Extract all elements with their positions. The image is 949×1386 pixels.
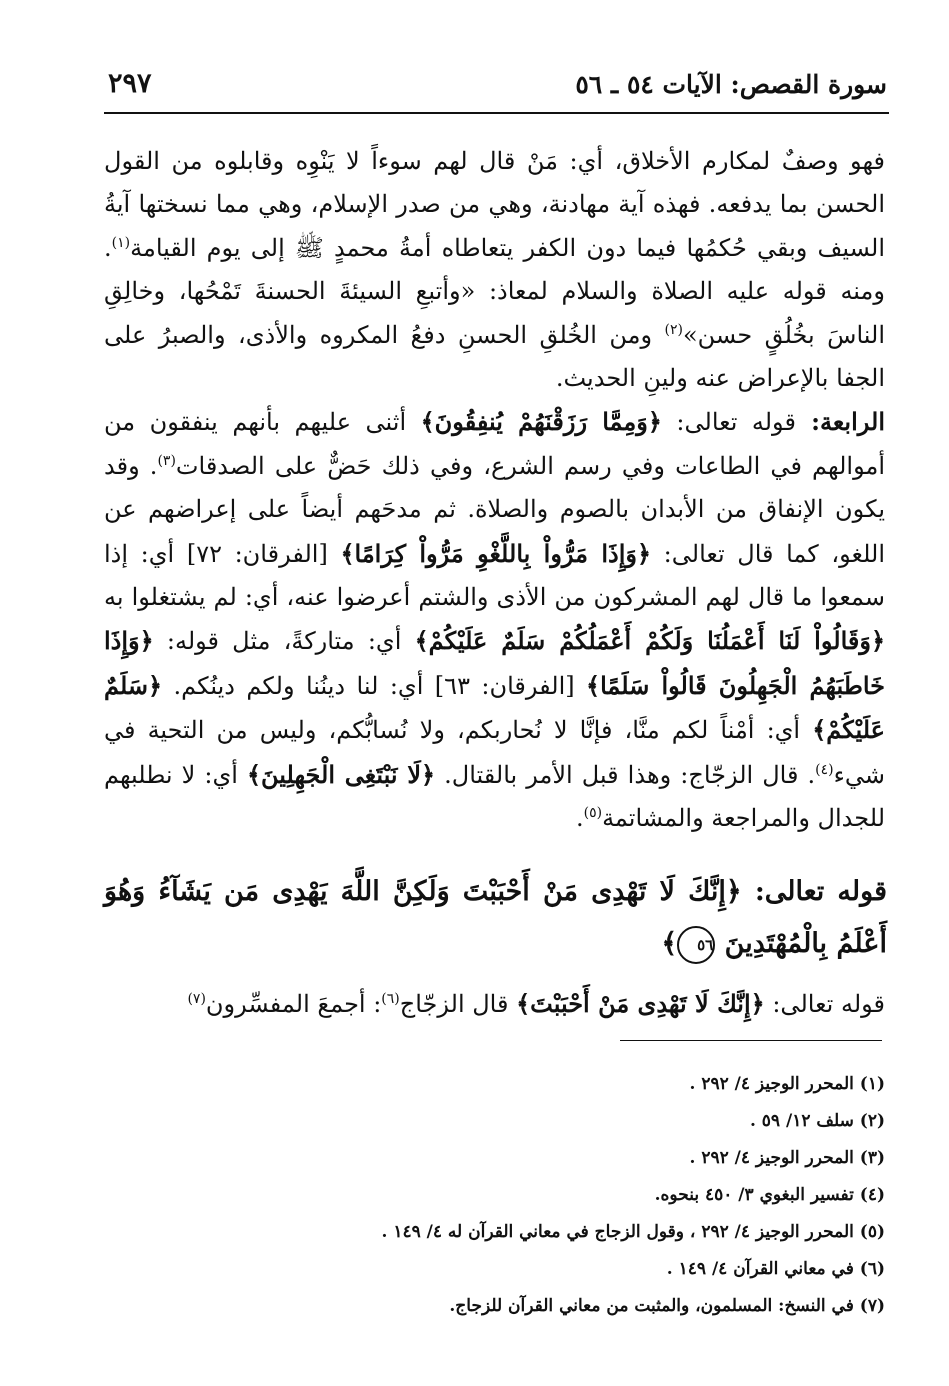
quran-verse: ﴿لَا نَبْتَغِى الْجَهِلِينَ﴾ [246, 759, 436, 789]
footnotes [104, 1066, 885, 1325]
text-span: : أجمعَ المفسِّرون [205, 990, 382, 1018]
quran-verse-heading [104, 866, 887, 970]
footnote-6: (٦) في معاني القرآن ٤/ ١٤٩ . [666, 1259, 885, 1279]
page-number: ٢٩٧ [108, 68, 152, 99]
footnote-ref[interactable]: (٣) [157, 452, 176, 469]
text-span: ومن الخُلقِ الحسنِ دفعُ المكروه والأذى، والصبرُ على الجفا بالإعراض عنه ولينِ الحديث. [104, 320, 885, 393]
paragraph-2 [104, 400, 885, 840]
footnote-ref[interactable]: (١) [111, 234, 131, 251]
text-span: فهو وصفٌ لمكارم الأخلاق، أي: مَنْ قال لهم سوءاً لا يَنْوِه وقابلوه من القول الحسن بما يدفعه. فهذه آية مهادنة، وهي من صدر الإسلام، وهي مما نسختها آيةُ السيف وبقي حُكمُها فيما دون الكفر يتعاطاه أمةُ محمدٍ ﷺ إلى يوم القيامة [104, 147, 885, 262]
section-lead: الرابعة: [795, 407, 886, 437]
text-span: أثنى عليهم بأنهم ينفقون من أموالهم في الطاعات وفي رسم الشرع، وفي ذلك حَضٌّ على الصدقات [104, 408, 885, 480]
text-span: قوله تعالى: [764, 990, 885, 1018]
verse-close-bracket: ﴾ [661, 928, 678, 959]
text-span: . [575, 804, 584, 833]
quran-verse: ﴿إِنَّكَ لَا تَهْدِى مَنْ أَحْبَبْتَ وَلَكِنَّ اللَّهَ يَهْدِى مَن يَشَآءُ وَهُوَ أَعْلَمُ بِالْمُهْتَدِينَ [104, 876, 887, 959]
footnote-ref[interactable]: (٥) [583, 805, 603, 822]
footnote-7: (٧) في النسخ: المسلمون، والمثبت من معاني القرآن للزجاج. [449, 1296, 885, 1316]
verse-lead: قوله تعالى: [741, 876, 887, 907]
running-title: سورة القصص: الآيات ٥٤ ـ ٥٦ [575, 70, 887, 99]
page-header [108, 66, 887, 112]
footnote-4: (٤) تفسير البغوي ٣/ ٤٥٠ بنحوه. [654, 1185, 885, 1205]
text-span: قوله تعالى: [661, 408, 796, 437]
text-span: . قال الزجّاج: وهذا قبل الأمر بالقتال. [435, 760, 816, 789]
footnote-2: (٢) سلف ١٢/ ٥٩ . [749, 1111, 885, 1131]
paragraph-3 [104, 982, 885, 1026]
commentary-start [104, 982, 885, 1026]
ayah-number-mark: ٥٦ [677, 926, 715, 964]
header-rule [104, 112, 889, 114]
quran-verse: ﴿وَإِذَا خَاطَبَهُمُ الْجَهِلُونَ قَالُواْ سَلَمًا﴾ [104, 626, 885, 700]
text-span: [الفرقان: ٧٢] أي: إذا سمعوا ما قال لهم المشركون من الأذى والشتم أعرضوا عنه، أي: لم يشتغلوا به [104, 539, 885, 612]
footnote-ref[interactable]: (٤) [815, 761, 834, 778]
footnote-1: (١) المحرر الوجيز ٤/ ٢٩٢ . [689, 1074, 885, 1094]
verse-heading-line [104, 866, 887, 970]
text-span: . ومنه قوله عليه الصلاة والسلام لمعاذ: «وأتبعِ السيئةَ الحسنةَ تَمْحُها، وخالِقِ الناسَ بخُلُقٍ حسن» [104, 233, 885, 349]
text-span: أي: متاركةً، مثل قوله: [153, 627, 415, 656]
text-span: [الفرقان: ٦٣] أي: لنا دينُنا ولكم دينُكم. [162, 671, 587, 700]
text-span: أي: أمْناً لكم منَّا، فإنَّا لا نُحاربكم، ولا نُسابُّكم، وليس من التحية في شيء [104, 716, 886, 789]
footnote-3: (٣) المحرر الوجيز ٤/ ٢٩٢ . [689, 1148, 885, 1168]
text-span: أي: لا نطلبهم للجدال والمراجعة والمشاتمة [104, 760, 885, 833]
quran-verse: ﴿وَمِمَّا رَزَقْنَهُمْ يُنفِقُونَ﴾ [420, 407, 662, 437]
footnote-ref[interactable]: (٦) [381, 991, 400, 1007]
quran-verse: ﴿وَإِذَا مَرُّواْ بِاللَّغْوِ مَرُّواْ كِرَامًا﴾ [340, 538, 652, 568]
footnote-separator [620, 1040, 882, 1041]
text-span: قال الزجّاج [399, 990, 517, 1018]
quran-verse: ﴿وَقَالُواْ لَنَا أَعْمَلُنَا وَلَكُمْ أَعْمَلُكُمْ سَلَمٌ عَلَيْكُمْ﴾ [414, 626, 886, 656]
text-span: . وقد يكون الإنفاق من الأبدان بالصوم والصلاة. ثم مدحَهم أيضاً على إعراضهم عن اللغو، كما قال تعالى: [104, 451, 886, 568]
main-text [104, 140, 885, 841]
footnote-5: (٥) المحرر الوجيز ٤/ ٢٩٢ ، وقول الزجاج في معاني القرآن له ٤/ ١٤٩ . [381, 1222, 885, 1242]
quran-verse: ﴿سَلَمٌ عَلَيْكُمْ﴾ [104, 670, 885, 745]
footnote-ref[interactable]: (٧) [187, 991, 206, 1007]
quran-verse: ﴿إِنَّكَ لَا تَهْدِى مَنْ أَحْبَبْتَ﴾ [516, 989, 765, 1018]
paragraph-1 [104, 140, 885, 400]
footnote-ref[interactable]: (٢) [664, 321, 683, 338]
